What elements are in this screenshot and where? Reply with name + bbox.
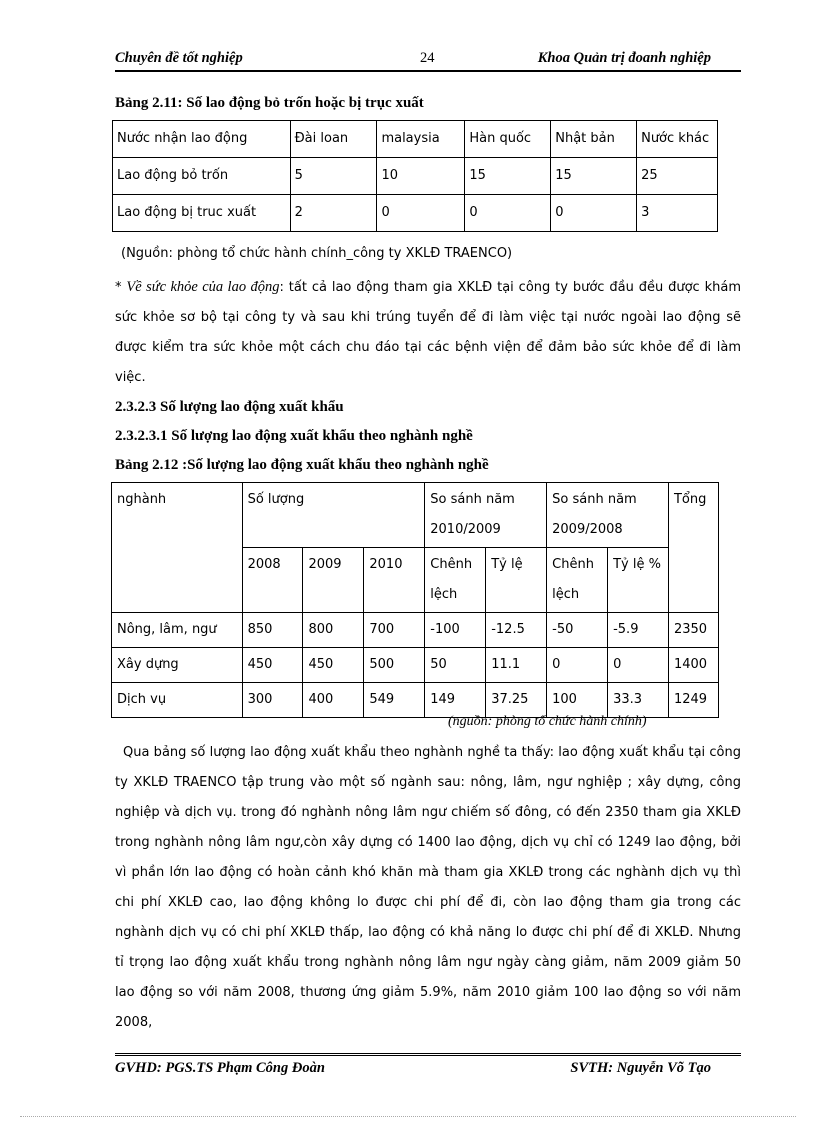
table-row <box>112 683 719 718</box>
table-cell: 0 <box>547 648 608 683</box>
subheader-cell: Chênh lệch <box>425 548 486 613</box>
table-header-cell: Tổng <box>668 483 718 613</box>
table-header-cell: Nhật bản <box>551 121 637 158</box>
table2-caption: Bảng 2.12 :Số lượng lao động xuất khẩu theo nghành nghề <box>115 457 489 473</box>
table-cell: 15 <box>551 158 637 195</box>
table-cell: 50 <box>425 648 486 683</box>
table-cell: Nông, lâm, ngư <box>112 613 243 648</box>
page-header <box>115 50 741 72</box>
table-cell: Dịch vụ <box>112 683 243 718</box>
year-cell: 2008 <box>242 548 303 613</box>
table-cell: 800 <box>303 613 364 648</box>
year-cell: 2009 <box>303 548 364 613</box>
table-labor-escape <box>112 120 718 232</box>
header-right: Khoa Quản trị đoanh nghiệp <box>537 50 711 66</box>
table-cell: 15 <box>465 158 551 195</box>
table-header-cell: So sánh năm 2009/2008 <box>547 483 669 548</box>
health-text: : tất cả lao động tham gia XKLĐ tại công ty bước đầu đều được khám sức khỏe sơ bộ tại công ty và sau khi trúng tuyển để đi làm việc tại nước ngoài lao động sẽ được kiểm tra sức khỏe một cách chu đáo tại các bệnh viện để đảm bảo sức khỏe để đi làm việc. <box>115 280 741 385</box>
table-cell: 5 <box>290 158 377 195</box>
table-cell: 0 <box>551 195 637 232</box>
table-cell: 2350 <box>668 613 718 648</box>
table-header-cell: Hàn quốc <box>465 121 551 158</box>
subsection-heading: 2.3.2.3.1 Số lượng lao động xuất khẩu theo nghành nghề <box>115 428 473 444</box>
table-cell: 1400 <box>668 648 718 683</box>
table-header-row <box>113 121 718 158</box>
table-cell: 10 <box>377 158 465 195</box>
table-cell: 450 <box>242 648 303 683</box>
table-cell: Lao động bị truc xuất <box>113 195 291 232</box>
table-cell: 149 <box>425 683 486 718</box>
table-row <box>112 648 719 683</box>
table-header-cell: Đài loan <box>290 121 377 158</box>
table-header-cell: Nước khác <box>637 121 718 158</box>
table-row <box>113 195 718 232</box>
table-header-cell: nghành <box>112 483 243 613</box>
table-cell: 450 <box>303 648 364 683</box>
table-cell: 0 <box>377 195 465 232</box>
table-cell: 700 <box>364 613 425 648</box>
table2-source: (nguồn: phòng tổ chức hành chính) <box>448 714 647 729</box>
table-cell: -12.5 <box>486 613 547 648</box>
page-number: 24 <box>420 50 435 66</box>
analysis-paragraph: Qua bảng số lượng lao động xuất khẩu theo nghành nghề ta thấy: lao động xuất khẩu tại công ty XKLĐ TRAENCO tập trung vào một số ngành sau: nông, lâm, ngư nghiệp ; xây dựng, công nghiệp và dịch vụ. trong đó nghành nông lâm ngư chiếm số đông, có đến 2350 tham gia XKLĐ trong nghành nông lâm ngư,còn xây dựng có 1400 lao động, dịch vụ chỉ có 1249 lao động, bởi vì phần lớn lao động có hoàn cảnh khó khăn mà tham gia XKLĐ trong các nghành dịch vụ thì chi phí XKLĐ cao, lao động không lo được chi phí để đi, còn lao động tham gia trong các nghành dịch vụ có chi phí XKLĐ thấp, lao động có khả năng lo được chi phí để đi XKLĐ. Nhưng tỉ trọng lao động xuất khẩu trong nghành nông lâm ngư ngày càng giảm, năm 2009 giảm 50 lao động so với năm 2008, thương ứng giảm 5.9%, năm 2010 giảm 100 lao động so với năm 2008, <box>115 745 741 1030</box>
table-cell: -100 <box>425 613 486 648</box>
table1-source: (Nguồn: phòng tổ chức hành chính_công ty XKLĐ TRAENCO) <box>121 246 513 261</box>
table-cell: 11.1 <box>486 648 547 683</box>
table-cell: 500 <box>364 648 425 683</box>
table-cell: -5.9 <box>608 613 669 648</box>
page-footer <box>115 1053 741 1082</box>
table-cell: 25 <box>637 158 718 195</box>
subheader-cell: Chênh lệch <box>547 548 608 613</box>
header-left: Chuyên đề tốt nghiệp <box>115 50 243 66</box>
table-cell: -50 <box>547 613 608 648</box>
year-cell: 2010 <box>364 548 425 613</box>
bullet: * <box>115 280 127 295</box>
section-heading: 2.3.2.3 Số lượng lao động xuất khẩu <box>115 399 344 415</box>
table-cell: Xây dựng <box>112 648 243 683</box>
table-cell: 100 <box>547 683 608 718</box>
footer-left: GVHD: PGS.TS Phạm Công Đoàn <box>115 1060 325 1076</box>
table-cell: 2 <box>290 195 377 232</box>
table-cell: 37.25 <box>486 683 547 718</box>
table-cell: 0 <box>465 195 551 232</box>
table-cell: 0 <box>608 648 669 683</box>
table-header-row <box>112 483 719 548</box>
table-header-cell: Số lượng <box>242 483 425 548</box>
footer-right: SVTH: Nguyễn Võ Tạo <box>570 1060 711 1076</box>
table-row <box>113 158 718 195</box>
table-header-cell: Nước nhận lao động <box>113 121 291 158</box>
table1-caption: Bảng 2.11: Số lao động bỏ trốn hoặc bị trục xuất <box>115 95 424 111</box>
table-row <box>112 613 719 648</box>
table-cell: 549 <box>364 683 425 718</box>
table-cell: Lao động bỏ trốn <box>113 158 291 195</box>
health-emphasis: Về sức khỏe của lao động <box>126 279 280 295</box>
table-cell: 3 <box>637 195 718 232</box>
table-cell: 1249 <box>668 683 718 718</box>
table-cell: 33.3 <box>608 683 669 718</box>
subheader-cell: Tỷ lệ % <box>608 548 669 613</box>
table-cell: 300 <box>242 683 303 718</box>
table-header-cell: malaysia <box>377 121 465 158</box>
table-cell: 850 <box>242 613 303 648</box>
table-labor-by-sector <box>111 482 719 718</box>
table-cell: 400 <box>303 683 364 718</box>
table-header-cell: So sánh năm 2010/2009 <box>425 483 547 548</box>
page-bottom-divider <box>20 1116 796 1117</box>
subheader-cell: Tỷ lệ <box>486 548 547 613</box>
health-paragraph <box>115 272 741 393</box>
